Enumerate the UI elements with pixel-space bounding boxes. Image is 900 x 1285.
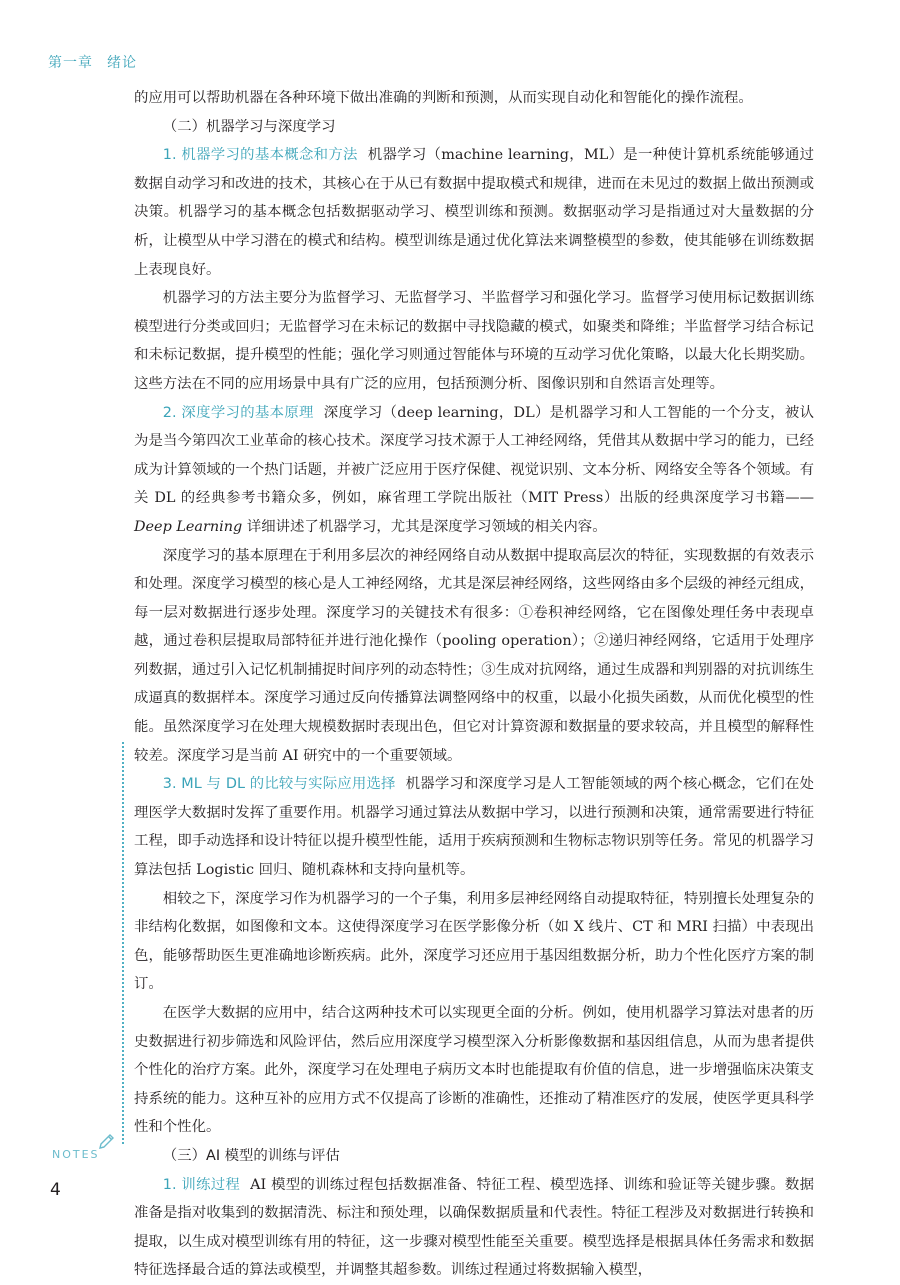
paragraph: 深度学习的基本原理在于利用多层次的神经网络自动从数据中提取高层次的特征，实现数据的有效表示和处理。深度学习模型的核心是人工神经网络，尤其是深层神经网络，这些网络由多个层级的神经元组成，每一层对数据进行逐步处理。深度学习的关键技术有很多：①卷积神经网络，它在图像处理任务中表现卓越，通过卷积层提取局部特征并进行池化操作（pooling operation）；②递归神经网络，它适用于处理序列数据，通过引入记忆机制捕捉时间序列的动态特性；③生成对抗网络，通过生成器和判别器的对抗训练生成逼真的数据样本。深度学习通过反向传播算法调整网络中的权重，以最小化损失函数，从而优化模型的性能。虽然深度学习在处理大规模数据时表现出色，但它对计算资源和数据量的要求较高，并且模型的解释性较差。深度学习是当前 AI 研究中的一个重要领域。 (134, 547, 814, 764)
paragraph: 的应用可以帮助机器在各种环境下做出准确的判断和预测，从而实现自动化和智能化的操作流程。 (134, 90, 753, 106)
paragraph-text: AI 模型的训练过程包括数据准备、特征工程、模型选择、训练和验证等关键步骤。数据准备是指对收集到的数据清洗、标注和预处理，以确保数据质量和代表性。特征工程涉及对数据进行转换和提取，以生成对模型训练有用的特征，这一步骤对模型性能至关重要。模型选择是根据具体任务需求和数据特征选择最合适的算法或模型，并调整其超参数。训练过程通过将数据输入模型， (134, 1176, 814, 1279)
notes-dotted-line (122, 742, 124, 1144)
paragraph-text: 深度学习（deep learning，DL）是机器学习和人工智能的一个分支，被认为是当今第四次工业革命的核心技术。深度学习技术源于人工神经网络，凭借其从数据中学习的能力，已经成为计算领域的一个热门话题，并被广泛应用于医疗保健、视觉识别、文本分析、网络安全等各个领域。有关 DL 的经典参考书籍众多，例如，麻省理工学院出版社（MIT Press）出版的经典深度学习书籍—— (134, 404, 814, 507)
paragraph (134, 141, 814, 284)
subsection-title: 3. ML 与 DL 的比较与实际应用选择 (162, 776, 396, 793)
running-header (48, 52, 137, 72)
page-body (134, 84, 814, 1285)
subsection-title: 1. 训练过程 (162, 1176, 241, 1193)
book-title: Deep Learning (134, 518, 243, 535)
section-heading: （三）AI 模型的训练与评估 (162, 1147, 340, 1164)
paragraph (134, 1171, 814, 1285)
chapter-title: 绪论 (107, 55, 137, 71)
paragraph: 机器学习的方法主要分为监督学习、无监督学习、半监督学习和强化学习。监督学习使用标记数据训练模型进行分类或回归；无监督学习在未标记的数据中寻找隐藏的模式，如聚类和降维；半监督学习结合标记和未标记数据，提升模型的性能；强化学习则通过智能体与环境的互动学习优化策略，以最大化长期奖励。这些方法在不同的应用场景中具有广泛的应用，包括预测分析、图像识别和自然语言处理等。 (134, 290, 814, 392)
paragraph (134, 399, 814, 542)
paragraph-text: 详细讲述了机器学习，尤其是深度学习领域的相关内容。 (242, 518, 607, 535)
section-heading: （二）机器学习与深度学习 (162, 118, 336, 135)
paragraph-text: 机器学习和深度学习是人工智能领域的两个核心概念，它们在处理医学大数据时发挥了重要作用。机器学习通过算法从数据中学习，以进行预测和决策，通常需要进行特征工程，即手动选择和设计特征以提升模型性能，适用于疾病预测和生物标志物识别等任务。常见的机器学习算法包括 Logistic 回归、随机森林和支持向量机等。 (134, 776, 814, 879)
chapter-number: 第一章 (48, 55, 93, 71)
notes-label: NOTES (52, 1148, 100, 1161)
page-number: 4 (50, 1180, 61, 1200)
paragraph-text: 机器学习（machine learning，ML）是一种使计算机系统能够通过数据自动学习和改进的技术，其核心在于从已有数据中提取模式和规律，进而在未见过的数据上做出预测或决策。机器学习的基本概念包括数据驱动学习、模型训练和预测。数据驱动学习是指通过对大量数据的分析，让模型从中学习潜在的模式和结构。模型训练是通过优化算法来调整模型的参数，使其能够在训练数据上表现良好。 (134, 147, 814, 278)
subsection-title: 2. 深度学习的基本原理 (162, 404, 314, 421)
paragraph: 在医学大数据的应用中，结合这两种技术可以实现更全面的分析。例如，使用机器学习算法对患者的历史数据进行初步筛选和风险评估，然后应用深度学习模型深入分析影像数据和基因组信息，从而为患者提供个性化的治疗方案。此外，深度学习在处理电子病历文本时也能提取有价值的信息，进一步增强临床决策支持系统的能力。这种互补的应用方式不仅提高了诊断的准确性，还推动了精准医疗的发展，使医学更具科学性和个性化。 (134, 1005, 814, 1136)
subsection-title: 1. 机器学习的基本概念和方法 (162, 147, 358, 164)
paragraph: 相较之下，深度学习作为机器学习的一个子集，利用多层神经网络自动提取特征，特别擅长处理复杂的非结构化数据，如图像和文本。这使得深度学习在医学影像分析（如 X 线片、CT 和 MRI 扫描）中表现出色，能够帮助医生更准确地诊断疾病。此外，深度学习还应用于基因组数据分析，助力个性化医疗方案的制订。 (134, 890, 814, 993)
paragraph (134, 770, 814, 884)
